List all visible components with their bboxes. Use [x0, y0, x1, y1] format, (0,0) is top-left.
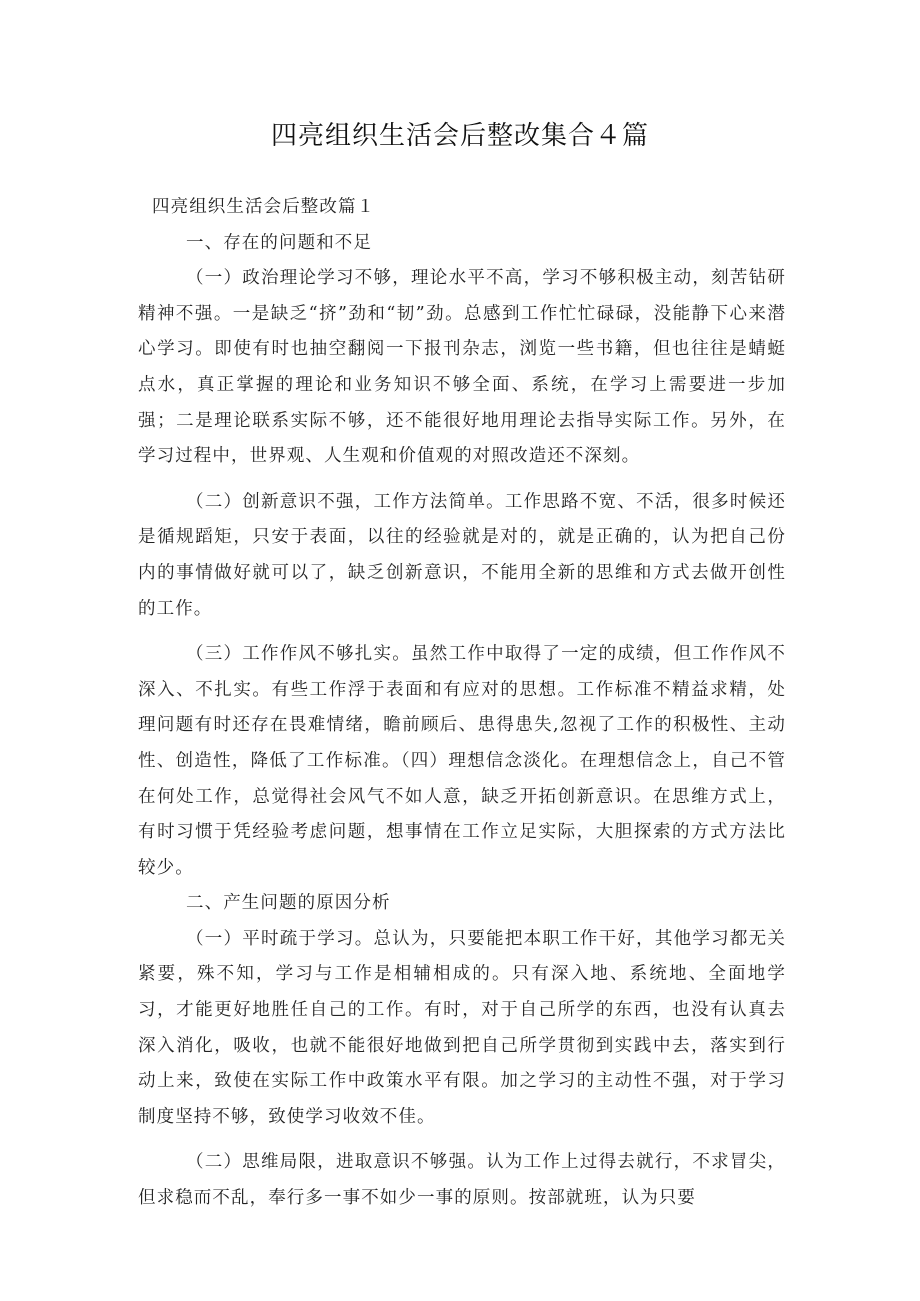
paragraph-political-theory: （一）政治理论学习不够，理论水平不高，学习不够积极主动，刻苦钻研精神不强。一是缺乏“挤”劲和“韧”劲。总感到工作忙忙碌碌，没能静下心来潜心学习。即使有时也抽空翻阅一下报刊杂志，浏览一些书籍，但也往往是蜻蜓点水，真正掌握的理论和业务知识不够全面、系统，在学习上需要进一步加强；二是理论联系实际不够，还不能很好地用理论去指导实际工作。另外，在学习过程中，世界观、人生观和价值观的对照改造还不深刻。: [138, 268, 786, 467]
paragraph-innovation: （二）创新意识不强，工作方法简单。工作思路不宽、不活，很多时候还是循规蹈矩，只安于表面，以往的经验就是对的，就是正确的，认为把自己份内的事情做好就可以了，缺乏创新意识，不能用全新的思维和方式去做开创性的工作。: [138, 491, 786, 619]
paragraph-work-style: （三）工作作风不够扎实。虽然工作中取得了一定的成绩，但工作作风不深入、不扎实。有些工作浮于表面和有应对的思想。工作标准不精益求精，处理问题有时还存在畏难情绪，瞻前顾后、患得患失,忽视了工作的积极性、主动性、创造性，降低了工作标准。（四）理想信念淡化。在理想信念上，自己不管在何处工作，总觉得社会风气不如人意，缺乏开拓创新意识。在思维方式上，有时习惯于凭经验考虑问题，想事情在工作立足实际，大胆探索的方式方法比较少。: [138, 644, 786, 878]
heading-problems: 一、存在的问题和不足: [186, 232, 372, 253]
document-title: 四亮组织生活会后整改集合４篇: [270, 121, 649, 151]
section-title: 四亮组织生活会后整改篇１: [152, 197, 376, 217]
document-body: [138, 190, 786, 1217]
paragraph-limited-thinking: （二）思维局限，进取意识不够强。认为工作上过得去就行，不求冒尖，但求稳而不乱，奉行多一事不如少一事的原则。按部就班，认为只要: [138, 1152, 786, 1209]
heading-cause-analysis: 二、产生问题的原因分析: [186, 893, 391, 914]
paragraph-study-neglect: （一）平时疏于学习。总认为，只要能把本职工作干好，其他学习都无关紧要，殊不知，学习与工作是相辅相成的。只有深入地、系统地、全面地学习，才能更好地胜任自己的工作。有时，对于自己所学的东西，也没有认真去深入消化，吸收，也就不能很好地做到把自己所学贯彻到实践中去，落实到行动上来，致使在实际工作中政策水平有限。加之学习的主动性不强，对于学习制度坚持不够，致使学习收效不佳。: [138, 928, 786, 1127]
